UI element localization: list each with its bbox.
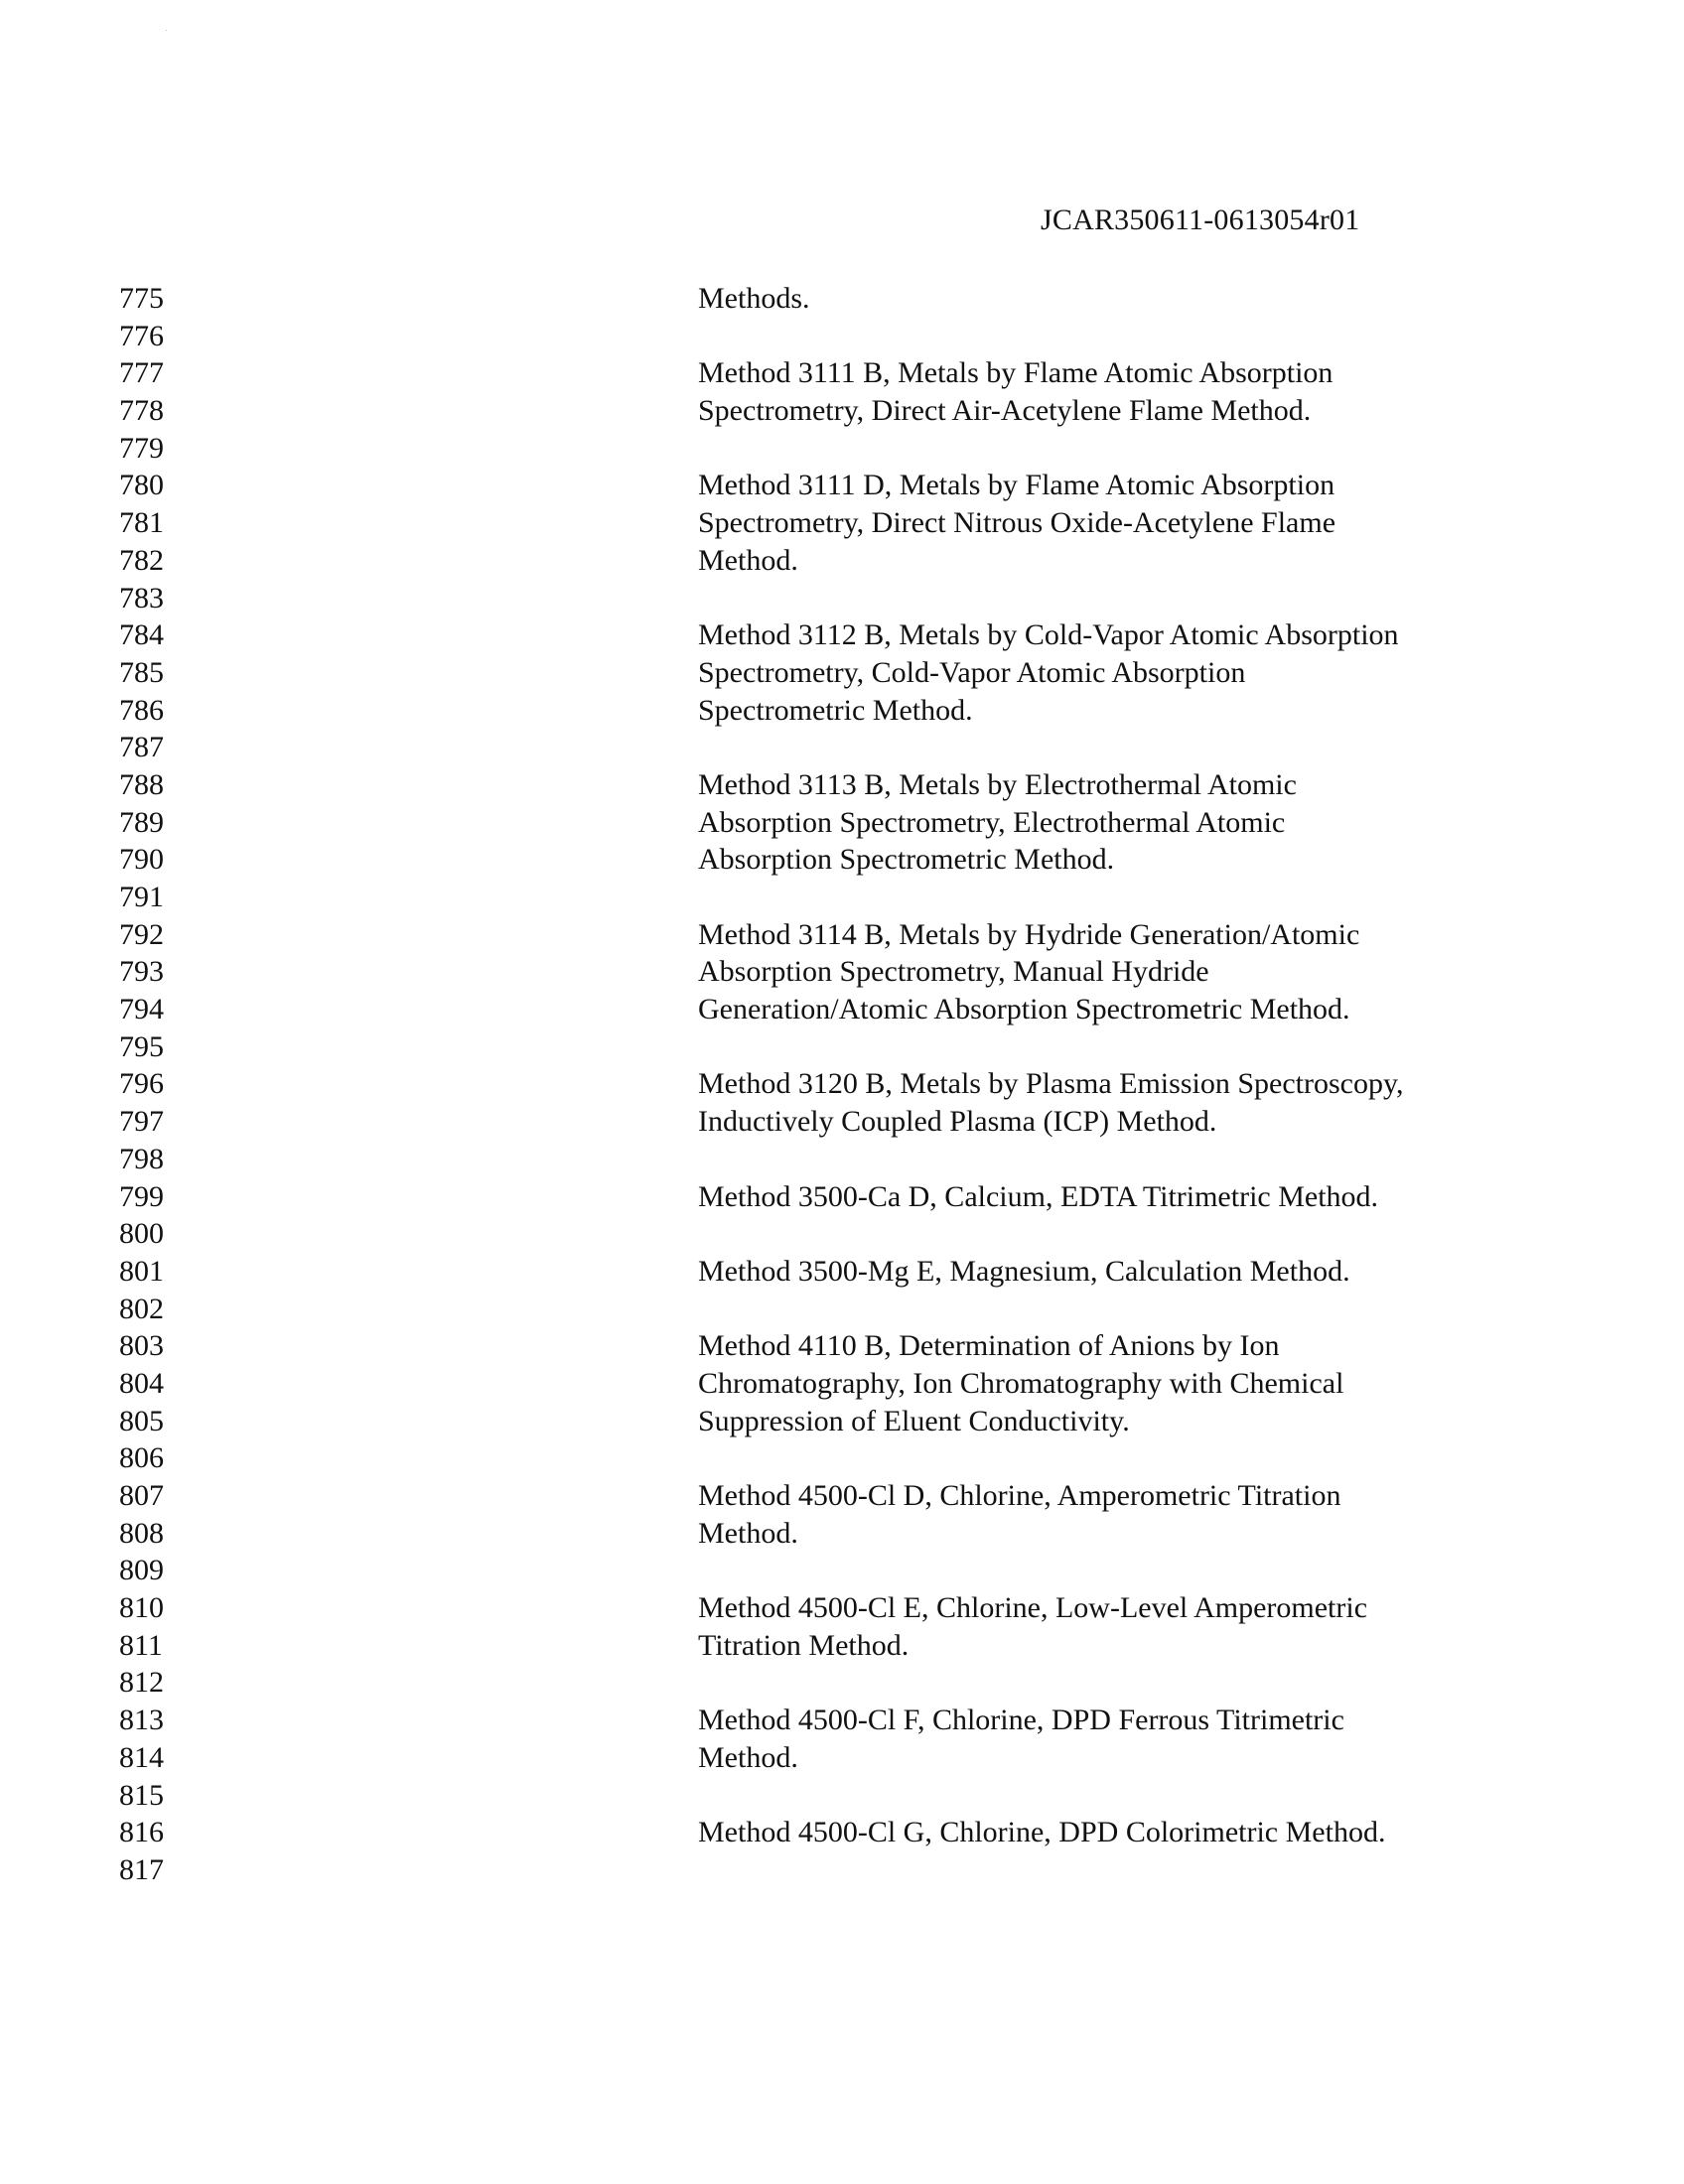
line-number: 817 [119,1852,164,1886]
document-line [0,1103,1684,1141]
line-text: Method 3114 B, Metals by Hydride Generation/Atomic [698,917,1360,951]
line-number: 783 [119,581,164,614]
document-line [0,1178,1684,1216]
line-text: Suppression of Eluent Conductivity. [698,1404,1130,1437]
line-text: Absorption Spectrometric Method. [698,843,1115,877]
document-line [0,654,1684,692]
line-numbered-body [0,280,1684,1889]
line-number: 779 [119,431,164,465]
line-number: 787 [119,731,164,764]
line-text: Method. [698,1740,798,1774]
line-number: 794 [119,993,164,1026]
document-line [0,1814,1684,1851]
document-line [0,392,1684,430]
line-number: 777 [119,356,164,390]
document-line [0,1439,1684,1477]
line-text: Method 3120 B, Metals by Plasma Emission Spectroscopy, [698,1067,1404,1101]
document-line [0,1365,1684,1403]
document-line [0,1028,1684,1066]
line-number: 786 [119,693,164,727]
line-number: 795 [119,1029,164,1063]
line-text: Method. [698,1516,798,1550]
line-number: 780 [119,469,164,502]
line-text: Method. [698,543,798,577]
line-number: 781 [119,506,164,540]
line-text: Spectrometry, Cold-Vapor Atomic Absorption [698,655,1246,689]
document-line [0,729,1684,766]
line-number: 785 [119,655,164,689]
line-text: Method 4500-Cl F, Chlorine, DPD Ferrous Titrimetric [698,1704,1344,1737]
line-number: 778 [119,394,164,428]
line-number: 782 [119,543,164,577]
line-number: 809 [119,1554,164,1587]
line-number: 799 [119,1179,164,1213]
line-text: Spectrometric Method. [698,693,973,727]
line-text: Method 3111 D, Metals by Flame Atomic Absorption [698,469,1335,502]
line-text: Method 4500-Cl E, Chlorine, Low-Level Amperometric [698,1591,1368,1625]
line-number: 796 [119,1067,164,1101]
document-line [0,879,1684,916]
line-text: Method 3111 B, Metals by Flame Atomic Absorption [698,356,1333,390]
line-number: 806 [119,1441,164,1475]
document-line [0,430,1684,468]
document-line [0,1739,1684,1777]
line-text: Titration Method. [698,1628,910,1662]
document-line [0,1477,1684,1515]
document-line [0,1065,1684,1103]
line-number: 808 [119,1516,164,1550]
document-line [0,841,1684,879]
document-line [0,1515,1684,1553]
line-number: 807 [119,1479,164,1512]
document-line [0,1702,1684,1739]
line-number: 800 [119,1217,164,1251]
document-line [0,1552,1684,1589]
line-number: 816 [119,1816,164,1849]
document-line [0,354,1684,392]
line-number: 789 [119,805,164,839]
document-line [0,692,1684,730]
document-line [0,504,1684,542]
document-line [0,318,1684,355]
line-number: 804 [119,1366,164,1400]
document-line [0,916,1684,954]
document-line [0,542,1684,580]
line-number: 802 [119,1292,164,1325]
line-text: Method 3500-Mg E, Magnesium, Calculation Method. [698,1254,1350,1288]
line-number: 791 [119,881,164,913]
line-number: 784 [119,618,164,652]
line-text: Absorption Spectrometry, Manual Hydride [698,955,1209,989]
document-line [0,1141,1684,1178]
line-text: Method 3112 B, Metals by Cold-Vapor Atomic Absorption [698,618,1399,652]
document-line [0,991,1684,1028]
line-number: 813 [119,1704,164,1737]
line-text: Inductively Coupled Plasma (ICP) Method. [698,1105,1217,1139]
line-text: Method 4500-Cl G, Chlorine, DPD Colorimetric Method. [698,1816,1386,1849]
line-number: 801 [119,1254,164,1288]
document-line [0,280,1684,318]
document-line [0,616,1684,654]
line-text: Method 4110 B, Determination of Anions by Ion [698,1329,1280,1363]
line-number: 793 [119,955,164,989]
document-id: JCAR350611-0613054r01 [1041,204,1360,236]
line-number: 775 [119,282,164,315]
document-line [0,1589,1684,1627]
line-number: 815 [119,1778,164,1812]
line-text: Spectrometry, Direct Air-Acetylene Flame Method. [698,394,1312,428]
line-text: Generation/Atomic Absorption Spectrometric Method. [698,993,1350,1026]
line-number: 798 [119,1142,164,1175]
document-line [0,804,1684,842]
document-line [0,467,1684,504]
line-number: 797 [119,1105,164,1139]
line-number: 803 [119,1329,164,1363]
line-number: 812 [119,1666,164,1700]
document-line [0,1851,1684,1889]
line-text: Method 3113 B, Metals by Electrothermal Atomic [698,767,1297,801]
line-text: Chromatography, Ion Chromatography with Chemical [698,1366,1344,1400]
line-text: Methods. [698,282,810,315]
document-line [0,766,1684,804]
line-number: 792 [119,917,164,951]
line-number: 788 [119,767,164,801]
document-line [0,1291,1684,1328]
line-number: 811 [119,1628,163,1662]
line-number: 805 [119,1404,164,1437]
line-text: Method 4500-Cl D, Chlorine, Amperometric Titration [698,1479,1341,1512]
line-text: Method 3500-Ca D, Calcium, EDTA Titrimetric Method. [698,1179,1379,1213]
line-number: 790 [119,843,164,877]
line-number: 810 [119,1591,164,1625]
document-line [0,1215,1684,1253]
document-line [0,1403,1684,1440]
line-text: Spectrometry, Direct Nitrous Oxide-Acetylene Flame [698,506,1336,540]
document-line [0,1627,1684,1665]
document-line [0,1253,1684,1291]
document-line [0,953,1684,991]
document-line [0,1327,1684,1365]
line-number: 776 [119,319,164,352]
document-line [0,580,1684,617]
document-line [0,1777,1684,1815]
line-number: 814 [119,1740,164,1774]
scan-speck [166,30,167,31]
document-line [0,1664,1684,1702]
line-text: Absorption Spectrometry, Electrothermal Atomic [698,805,1286,839]
